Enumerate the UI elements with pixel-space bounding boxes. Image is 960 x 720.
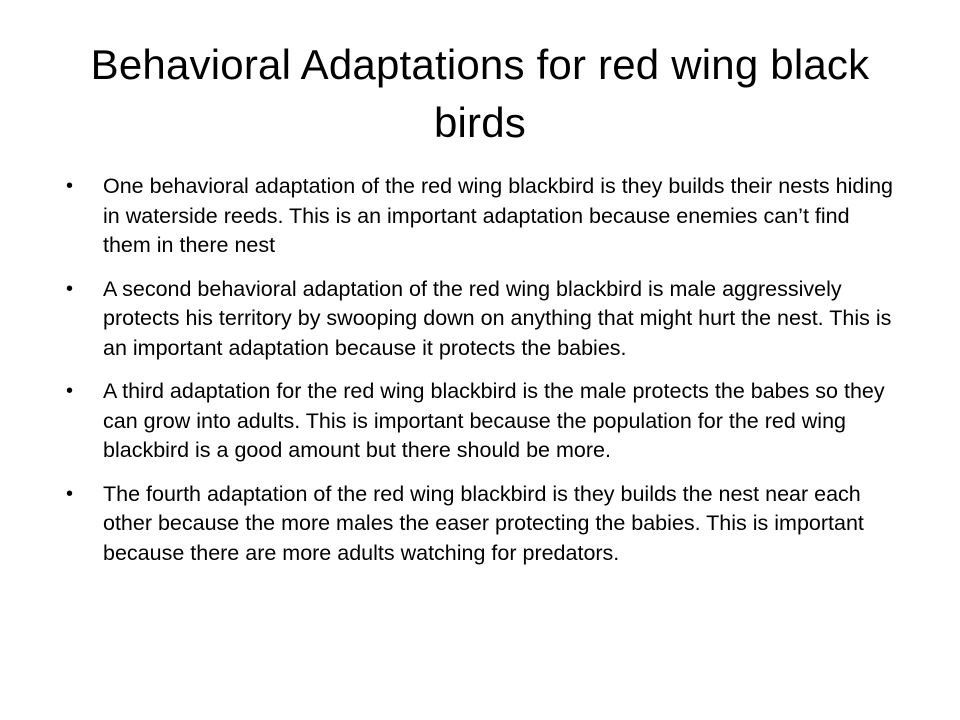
bullet-text: A second behavioral adaptation of the red wing blackbird is male aggressively protects his territory by swooping down on anything that might hurt the nest. This is an important adaptation because it protects the babies. bbox=[103, 276, 892, 360]
bullet-item bbox=[65, 275, 895, 364]
bullet-dot-icon: • bbox=[66, 482, 74, 505]
bullet-item bbox=[65, 172, 895, 261]
bullet-dot-icon: • bbox=[66, 175, 74, 197]
bullet-text: One behavioral adaptation of the red wing blackbird is they builds their nests hiding in waterside reeds. This is an important adaptation because enemies can’t find them in there nest bbox=[103, 174, 894, 257]
bullet-text: A third adaptation for the red wing blackbird is the male protects the babes so they can grow into adults. This is important because the population for the red wing blackbird is a good amount but there should be more. bbox=[103, 379, 885, 462]
slide-title: Behavioral Adaptations for red wing black birds bbox=[90, 41, 870, 146]
bullet-dot-icon: • bbox=[66, 277, 74, 300]
bullet-text: The fourth adaptation of the red wing blackbird is they builds the nest near each other because the more males the easer protecting the babies. This is important because there are more adults watching for predators. bbox=[103, 481, 864, 565]
bullet-list bbox=[65, 172, 895, 582]
bullet-item bbox=[65, 377, 895, 466]
bullet-dot-icon: • bbox=[66, 380, 74, 402]
bullet-item bbox=[65, 480, 895, 569]
